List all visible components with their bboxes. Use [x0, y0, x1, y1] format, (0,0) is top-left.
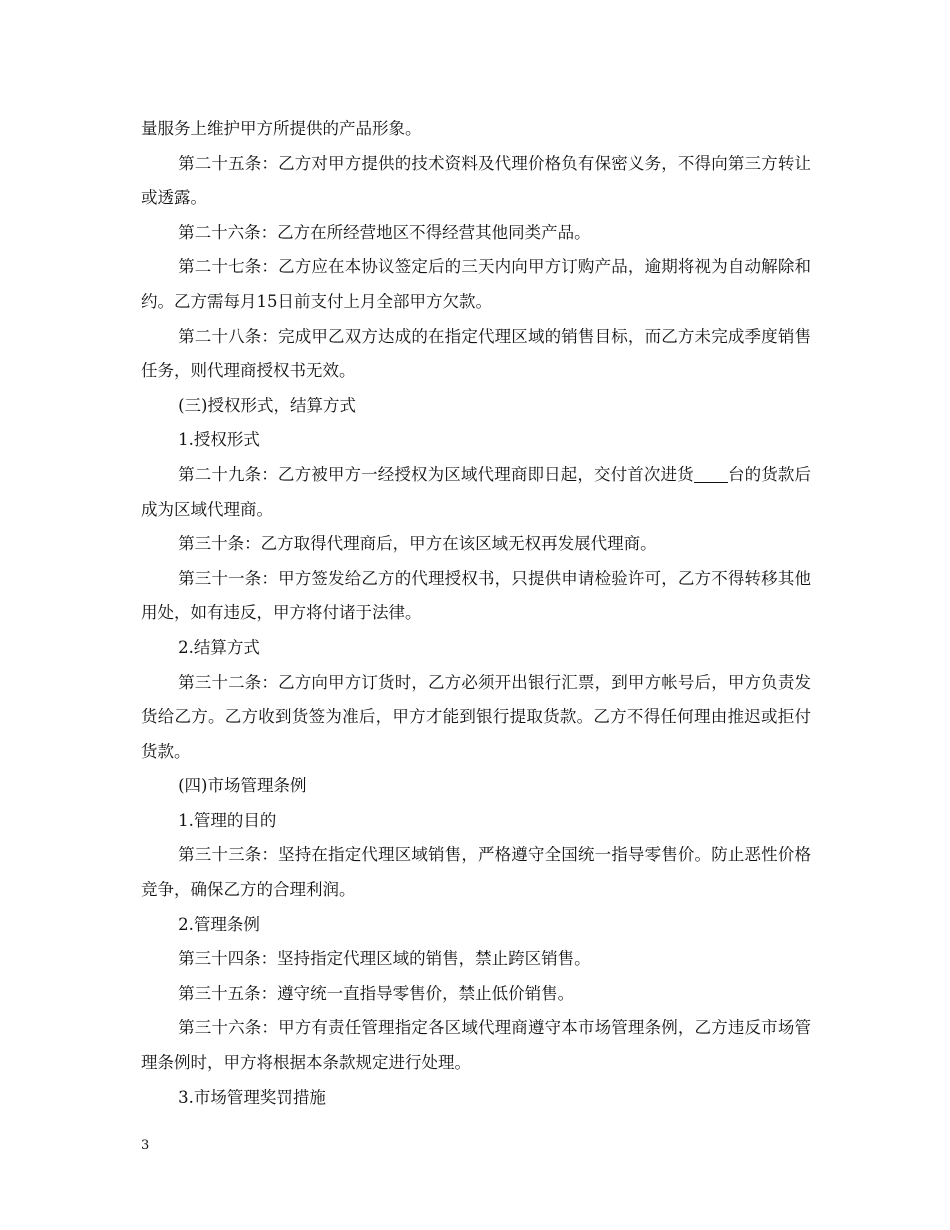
article-34: 第三十四条：坚持指定代理区域的销售，禁止跨区销售。 — [178, 949, 591, 969]
article-25: 第二十五条：乙方对甲方提供的技术资料及代理价格负有保密义务，不得向第三方转让或透露。 — [141, 153, 811, 208]
article-30: 第三十条：乙方取得代理商后，甲方在该区域无权再发展代理商。 — [178, 534, 657, 554]
article-29 — [141, 458, 811, 527]
article-36: 第三十六条：甲方有责任管理指定各区域代理商遵守本市场管理条例，乙方违反市场管理条例时，甲方将根据本条款规定进行处理。 — [141, 1018, 811, 1073]
subheading-management-rules: 2.管理条例 — [178, 914, 260, 934]
paragraph-continuation: 量服务上维护甲方所提供的产品形象。 — [141, 119, 422, 138]
subheading-rewards-penalties: 3.市场管理奖罚措施 — [178, 1087, 326, 1107]
subheading-settlement: 2.结算方式 — [178, 637, 260, 657]
subheading-management-purpose: 1.管理的目的 — [178, 810, 277, 830]
article-32: 第三十二条：乙方向甲方订货时，乙方必须开出银行汇票，到甲方帐号后，甲方负责发货给乙方。乙方收到货签为准后，甲方才能到银行提取货款。乙方不得任何理由推迟或拒付货款。 — [141, 672, 811, 761]
document-body — [141, 112, 811, 1115]
article-33: 第三十三条：坚持在指定代理区域销售，严格遵守全国统一指导零售价。防止恶性价格竞争，确保乙方的合理利润。 — [141, 845, 811, 900]
article-29-text-before: 第二十九条：乙方被甲方一经授权为区域代理商即日起，交付首次进货 — [178, 464, 694, 484]
article-26: 第二十六条：乙方在所经营地区不得经营其他同类产品。 — [178, 222, 591, 242]
article-35: 第三十五条：遵守统一直指导零售价，禁止低价销售。 — [178, 983, 575, 1003]
article-27: 第二十七条：乙方应在本协议签定后的三天内向甲方订购产品，逾期将视为自动解除和约。乙方需每月15日前支付上月全部甲方欠款。 — [141, 257, 811, 311]
article-28: 第二十八条：完成甲乙双方达成的在指定代理区域的销售目标，而乙方未完成季度销售任务，则代理商授权书无效。 — [141, 326, 811, 381]
subheading-authorization-form: 1.授权形式 — [178, 430, 260, 450]
section-heading-market: (四)市场管理条例 — [178, 776, 307, 796]
page-number: 3 — [141, 1138, 150, 1153]
article-29-text-after: 台的货款后成为区域代理商。 — [141, 464, 812, 519]
section-heading-authorization: (三)授权形式，结算方式 — [178, 395, 356, 415]
fill-in-blank — [694, 465, 728, 483]
article-31: 第三十一条：甲方签发给乙方的代理授权书，只提供申请检验许可，乙方不得转移其他用处，如有违反，甲方将付诸于法律。 — [141, 568, 811, 623]
